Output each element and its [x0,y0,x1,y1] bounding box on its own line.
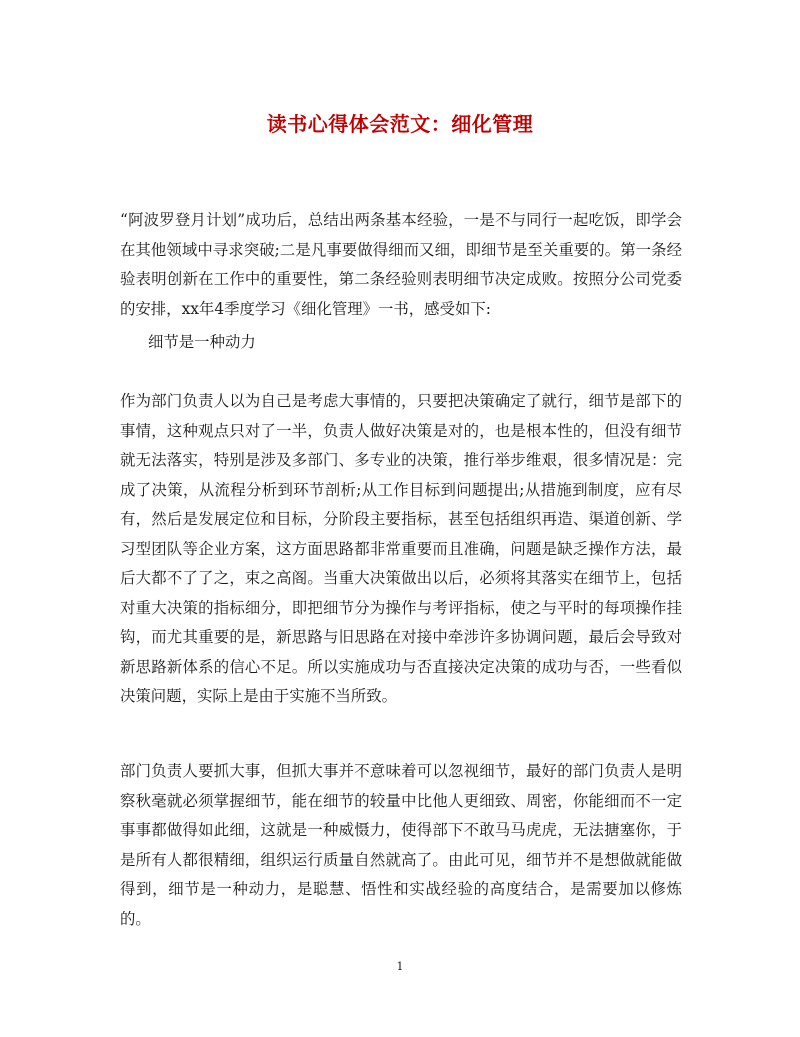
document-title: 读书心得体会范文：细化管理 [266,112,534,136]
paragraph-body-1: 作为部门负责人以为自己是考虑大事情的，只要把决策确定了就行，细节是部下的事情，这种观点只对了一半，负责人做好决策是对的，也是根本性的，但没有细节就无法落实，特别是涉及多部门、多专业的决策，推行举步维艰，很多情况是：完成了决策，从流程分析到环节剖析;从工作目标到问题提出;从措施到制度，应有尽有，然后是发展定位和目标，分阶段主要指标，甚至包括组织再造、渠道创新、学习型团队等企业方案，这方面思路都非常重要而且准确，问题是缺乏操作方法，最后大都不了了之，束之高阁。当重大决策做出以后，必须将其落实在细节上，包括对重大决策的指标细分，即把细节分为操作与考评指标，使之与平时的每项操作挂钩，而尤其重要的是，新思路与旧思路在对接中牵涉许多协调问题，最后会导致对新思路新体系的信心不足。所以实施成功与否直接决定决策的成功与否，一些看似决策问题，实际上是由于实施不当所致。 [120,392,682,705]
paragraph-intro: “阿波罗登月计划”成功后，总结出两条基本经验，一是不与同行一起吃饭，即学会在其他领域中寻求突破;二是凡事要做得细而又细，即细节是至关重要的。第一条经验表明创新在工作中的重要性，第二条经验则表明细节决定成败。按照分公司党委的安排，xx年4季度学习《细化管理》一书，感受如下: [120,211,682,318]
paragraph-body-2: 部门负责人要抓大事，但抓大事并不意味着可以忽视细节，最好的部门负责人是明察秋毫就必须掌握细节，能在细节的较量中比他人更细致、周密，你能细而不一定事事都做得如此细，这就是一种威慑力，使得部下不敢马马虎虎，无法搪塞你，于是所有人都很精细，组织运行质量自然就高了。由此可见，细节并不是想做就能做得到，细节是一种动力，是聪慧、悟性和实战经验的高度结合，是需要加以修炼的。 [120,762,682,928]
page-number: 1 [396,960,404,973]
section-heading: 细节是一种动力 [148,333,256,351]
